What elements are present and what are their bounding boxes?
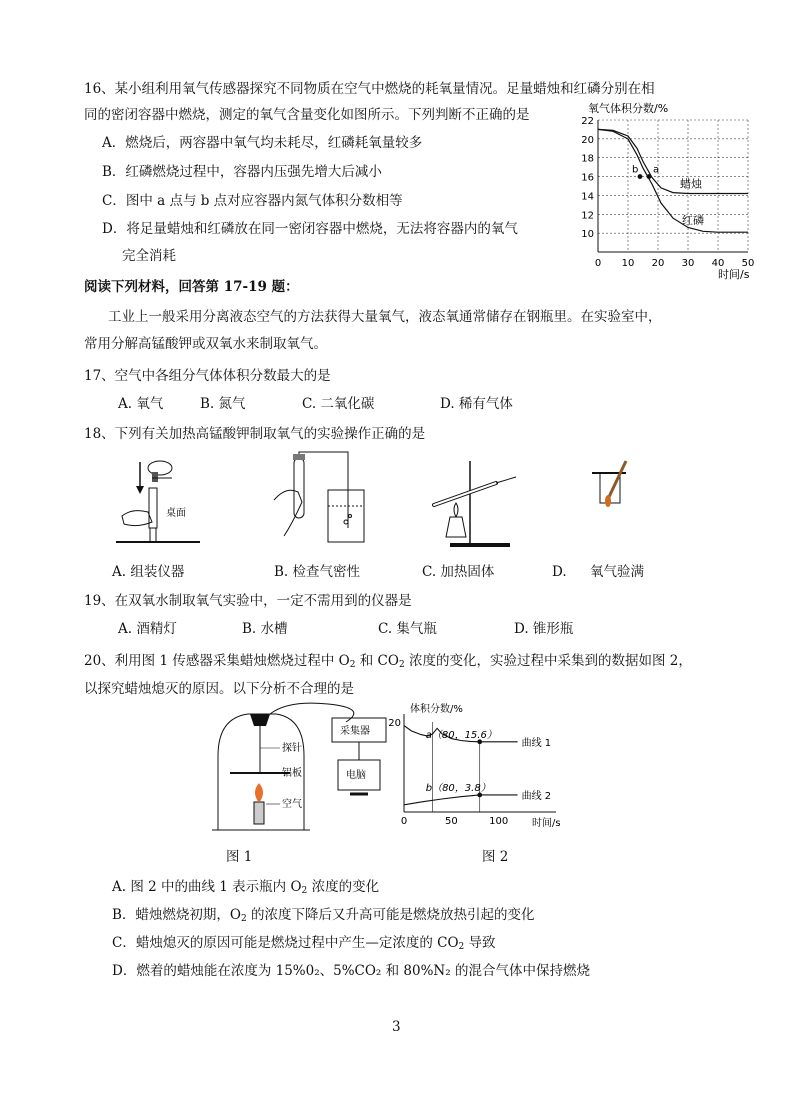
q19-option-b: B. 水槽	[242, 621, 288, 637]
q18-option-d-text: 氧气验满	[590, 564, 644, 580]
q20-option-a: A. 图 2 中的曲线 1 表示瓶内 $O_2$ 浓度的变化	[112, 879, 380, 896]
plate-label: 铝板	[282, 768, 302, 779]
y-tick-label: 20	[581, 134, 594, 146]
computer-label: 电脑	[346, 770, 366, 781]
x-tick-label: 40	[711, 258, 725, 269]
data-point-label: a（80，15.6）	[425, 729, 497, 741]
series-label: 红磷	[682, 214, 704, 228]
q18-image-d	[580, 455, 650, 545]
data-point-label: b	[632, 164, 639, 176]
x-tick-label: 50	[444, 816, 458, 827]
q20-figure-1	[208, 698, 394, 838]
q16-option-d-line1: D．将足量蜡烛和红磷放在同一密闭容器中燃烧，无法将容器内的氧气	[102, 221, 518, 237]
series-line	[598, 129, 748, 193]
data-point-label: b（80，3.8）	[425, 782, 491, 794]
x-tick-label: 50	[741, 258, 755, 269]
data-point-label: a	[653, 164, 660, 176]
fig2-xlabel: 时间/s	[532, 818, 561, 829]
q20-stem-line1: 20、利用图 1 传感器采集蜡烛燃烧过程中 $O_2$ 和 $CO_2$ 浓度的变化，实验过程中采集到的数据如图 2，	[84, 653, 692, 670]
collector-label: 采集器	[340, 726, 370, 737]
oxygen-chart-ylabel: 氧气体积分数/%	[588, 102, 669, 115]
q19-stem: 19、在双氧水制取氧气实验中，一定不需用到的仪器是	[84, 593, 412, 609]
q19-option-d: D. 锥形瓶	[514, 621, 574, 637]
q20-figure-2-chart	[388, 700, 588, 835]
x-tick-label: 0	[594, 258, 602, 269]
fig2-caption: 图 2	[482, 849, 509, 865]
q16-option-d-line2: 完全消耗	[122, 248, 176, 264]
y-tick-label: 12	[581, 210, 594, 222]
series-line	[598, 129, 748, 232]
q17-option-d: D. 稀有气体	[440, 396, 513, 412]
q19-option-c: C. 集气瓶	[378, 621, 437, 637]
q18-image-a	[112, 458, 204, 550]
x-tick-label: 20	[651, 258, 665, 269]
probe-label: 探针	[282, 743, 302, 754]
q17-option-a: A. 氧气	[118, 396, 164, 412]
x-tick-label: 10	[621, 258, 635, 269]
q19-option-a: A. 酒精灯	[118, 621, 177, 637]
x-tick-label: 0	[400, 816, 408, 827]
y-tick-label: 10	[581, 229, 594, 241]
data-point	[647, 174, 652, 179]
x-tick-label: 100	[489, 816, 509, 827]
series-line	[404, 795, 518, 805]
desk-label: 桌面	[166, 508, 186, 519]
fig1-caption: 图 1	[226, 849, 253, 865]
y-tick-label: 16	[581, 172, 594, 184]
q16-stem-line1: 16、某小组利用氧气传感器探究不同物质在空气中燃烧的耗氧量情况。足量蜡烛和红磷分别在相	[84, 81, 655, 97]
reading-para-line1: 工业上一般采用分离液态空气的方法获得大量氧气，液态氧通常储存在钢瓶里。在实验室中，	[108, 309, 662, 325]
q18-option-a: A. 组装仪器	[112, 564, 185, 580]
series-label: 曲线 1	[521, 737, 552, 749]
q16-option-c: C．图中 a 点与 b 点对应容器内氮气体积分数相等	[102, 193, 403, 209]
oxygen-chart	[576, 100, 786, 285]
q16-option-b: B．红磷燃烧过程中，容器内压强先增大后减小	[102, 164, 382, 180]
q20-option-c: C．蜡烛熄灭的原因可能是燃烧过程中产生—定浓度的 $CO_2$ 导致	[112, 935, 496, 952]
q20-option-d: D．燃着的蜡烛能在浓度为 15%0₂、5%CO₂ 和 80%N₂ 的混合气体中保持燃烧	[112, 963, 590, 979]
q20-option-b: B．蜡烛燃烧初期，$O_2$ 的浓度下降后又升高可能是燃烧放热引起的变化	[112, 907, 535, 924]
q20-stem-line2: 以探究蜡烛熄灭的原因。以下分析不合理的是	[84, 681, 354, 697]
y-tick-label: 14	[581, 191, 594, 203]
y-tick-label: 20	[388, 718, 401, 729]
q16-option-a: A．燃烧后，两容器中氧气均未耗尽，红磷耗氧量较多	[102, 135, 423, 151]
q16-stem-line2: 同的密闭容器中燃烧，测定的氧气含量变化如图所示。下列判断不正确的是	[84, 107, 530, 123]
y-tick-label: 18	[581, 153, 594, 165]
q18-image-b	[266, 450, 376, 550]
reading-title: 阅读下列材料，回答第 17-19 题：	[84, 279, 299, 295]
reading-para-line2: 常用分解高锰酸钾或双氧水来制取氧气。	[84, 336, 327, 352]
fig2-points	[426, 729, 497, 798]
air-label: 空气	[282, 799, 302, 810]
q18-option-d: D.	[552, 564, 567, 580]
q17-option-b: B. 氮气	[200, 396, 246, 412]
oxygen-chart-series	[598, 129, 748, 232]
q18-option-c: C. 加热固体	[422, 564, 495, 580]
fig2-ylabel: 体积分数/%	[410, 704, 463, 715]
page-number: 3	[392, 1019, 401, 1035]
q18-image-c	[420, 455, 530, 551]
q18-option-b: B. 检查气密性	[274, 564, 361, 580]
x-tick-label: 30	[681, 258, 695, 269]
q17-option-c: C. 二氧化碳	[302, 396, 375, 412]
series-label: 曲线 2	[521, 790, 552, 802]
oxygen-chart-xlabel: 时间/s	[718, 268, 750, 281]
series-label: 蜡烛	[680, 177, 702, 191]
q18-stem: 18、下列有关加热高锰酸钾制取氧气的实验操作正确的是	[84, 426, 426, 442]
y-tick-label: 22	[581, 116, 594, 127]
q17-stem: 17、空气中各组分气体体积分数最大的是	[84, 368, 331, 384]
